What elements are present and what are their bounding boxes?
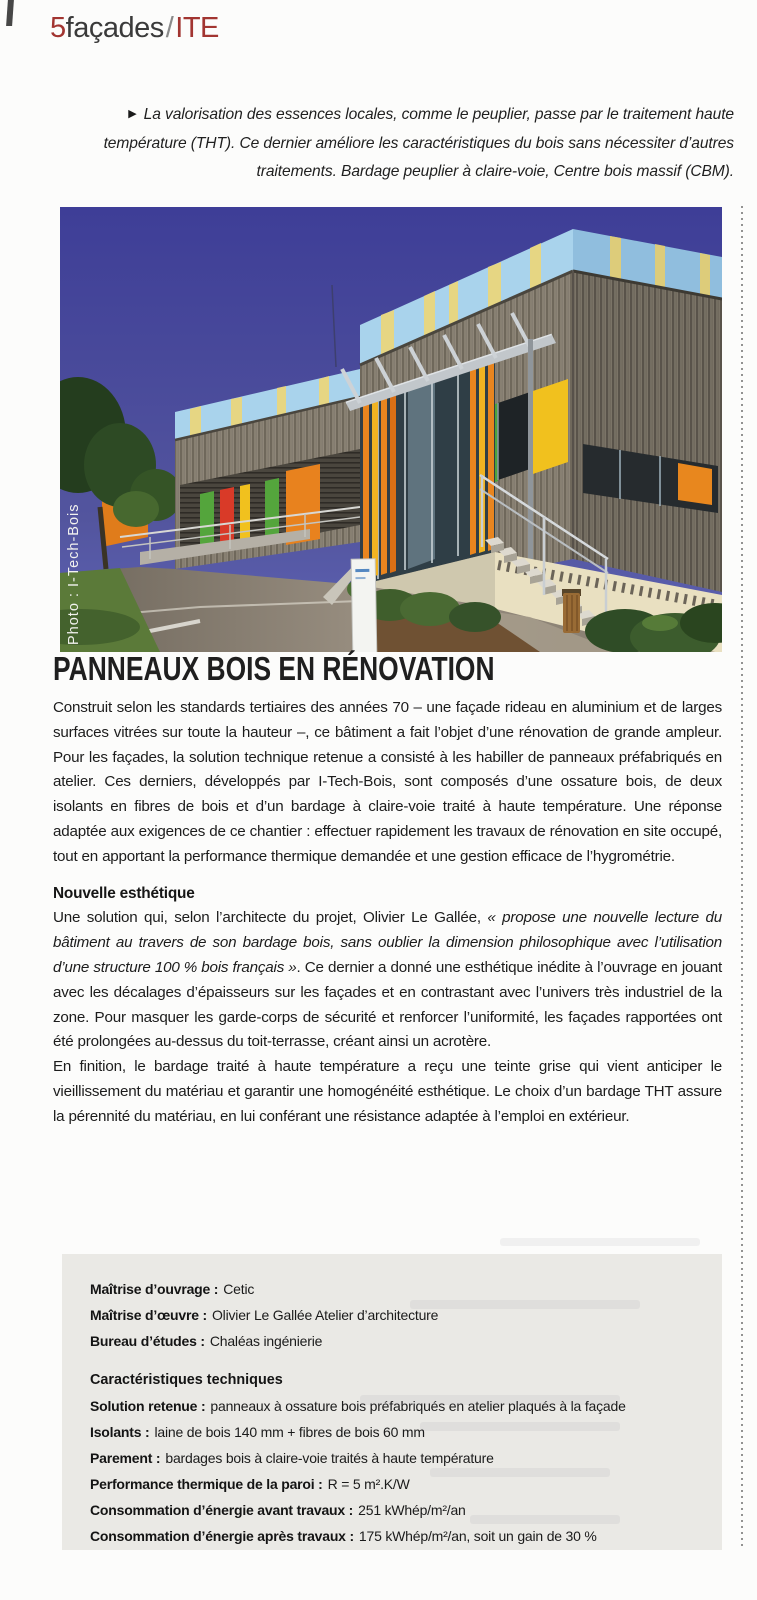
lead-caption [88,101,734,186]
article-paragraph-1: Construit selon les standards tertiaires des années 70 – une façade rideau en aluminium et de larges surfaces vitrées sur toute la hauteur –, ce bâtiment a fait l’objet d’une rénovation de grande ampleur. Pour les façades, la solution technique retenue a consisté à les habiller de panneaux préfabriqués en atelier. Ces derniers, développés par I-Tech-Bois, sont composés d’une ossature bois, de deux isolants en fibres de bois et d’un bardage à claire-voie traité à haute température. Une réponse adaptée aux exigences de ce chantier : effectuer rapidement les travaux de rénovation en site occupé, tout en apportant la performance thermique demandée et une gestion efficace de l’hygrométrie. [53,699,722,865]
spec-value: R = 5 m².K/W [327,1476,410,1492]
spec-value: laine de bois 140 mm + fibres de bois 60 mm [154,1424,425,1440]
totem-sign [351,559,377,652]
credit-value: Olivier Le Gallée Atelier d’architecture [211,1307,439,1323]
page-showthrough [430,1468,610,1477]
tech-heading: Caractéristiques techniques [90,1372,283,1388]
infobox-spacer [90,1354,696,1367]
header-separator: / [165,12,174,44]
orange-window [678,463,712,505]
page-showthrough [420,1422,620,1431]
spec-label: Solution retenue : [90,1398,206,1414]
lead-caption-text: La valorisation des essences locales, comme le peuplier, passe par le traitement haute température (THT). Ce dernier améliore les caractéristiques du bois sans nécessiter d’autres traitements. Bardage peuplier à claire-voie, Centre bois massif (CBM). [103,106,734,180]
header-section-name: façades [65,12,164,44]
spec-row [90,1523,696,1549]
building-photo [60,207,722,652]
article-subheading: Nouvelle esthétique [53,884,195,902]
spec-label: Consommation d’énergie avant travaux : [90,1502,354,1518]
page-showthrough [500,1238,700,1246]
dark-window [498,392,530,480]
yellow-panel [530,379,568,475]
spec-value: 251 kWhép/m²/an [358,1502,466,1518]
page-showthrough [410,1300,640,1309]
header-section-number: 5 [50,12,66,44]
building-photo-illustration [60,207,722,652]
page-showthrough [470,1515,620,1524]
scanner-artifact [6,0,14,26]
spec-label: Parement : [90,1450,161,1466]
article-paragraph-3: En finition, le bardage traité à haute température a reçu une teinte grise qui vient anticiper le vieillissement du matériau et garantir une homogénéité esthétique. Le choix d’un bardage THT assure la pérennité du matériau, en lui conférant une résistance adaptée à l’emploi en extérieur. [53,1058,722,1125]
credit-row [90,1276,696,1302]
photo-credit: Photo : I-Tech-Bois [66,503,82,645]
article-paragraph-2 [53,906,722,1055]
credit-value: Cetic [223,1281,255,1297]
paragraph-2-rest: . Ce dernier a donné une esthétique inédite à l’ouvrage en jouant avec les décalages d’épaisseurs sur les façades et en contrastant avec l’univers très industriel de la zone. Pour masquer les garde-corps de sécurité et renforcer l’uniformité, les façades rapportées ont été prolongées au-dessus du toit-terrasse, créant ainsi un acrotère. [53,958,722,1051]
arrow-bullet-icon: ▶ [128,108,137,120]
credit-value: Chaléas ingénierie [209,1333,323,1349]
credit-row [90,1328,696,1354]
architect-quote: « propose une nouvelle lecture du bâtiment au travers de son bardage bois, sans oublier la dimension philosophique avec l’utilisation d’une structure 100 % bois français » [53,909,722,976]
article-title: PANNEAUX BOIS EN RÉNOVATION [53,650,495,687]
credit-label: Maîtrise d’ouvrage : [90,1281,219,1297]
spec-value: bardages bois à claire-voie traités à haute température [165,1450,494,1466]
spec-label: Performance thermique de la paroi : [90,1476,323,1492]
credit-label: Maîtrise d’œuvre : [90,1307,207,1323]
trash-bin [562,589,581,633]
header-topic: ITE [175,12,219,44]
credit-label: Bureau d’études : [90,1333,205,1349]
spec-label: Isolants : [90,1424,150,1440]
spec-label: Consommation d’énergie après travaux : [90,1528,354,1544]
article-body [53,650,722,1130]
spec-value: 175 kWhép/m²/an, soit un gain de 30 % [358,1528,597,1544]
page-showthrough [360,1395,620,1405]
page-perforation-line [741,206,743,1550]
paragraph-2-intro: Une solution qui, selon l’architecte du projet, Olivier Le Gallée, [53,909,488,927]
page-header [50,12,219,45]
spec-value: panneaux à ossature bois préfabriqués en atelier plaqués à la façade [210,1398,626,1414]
